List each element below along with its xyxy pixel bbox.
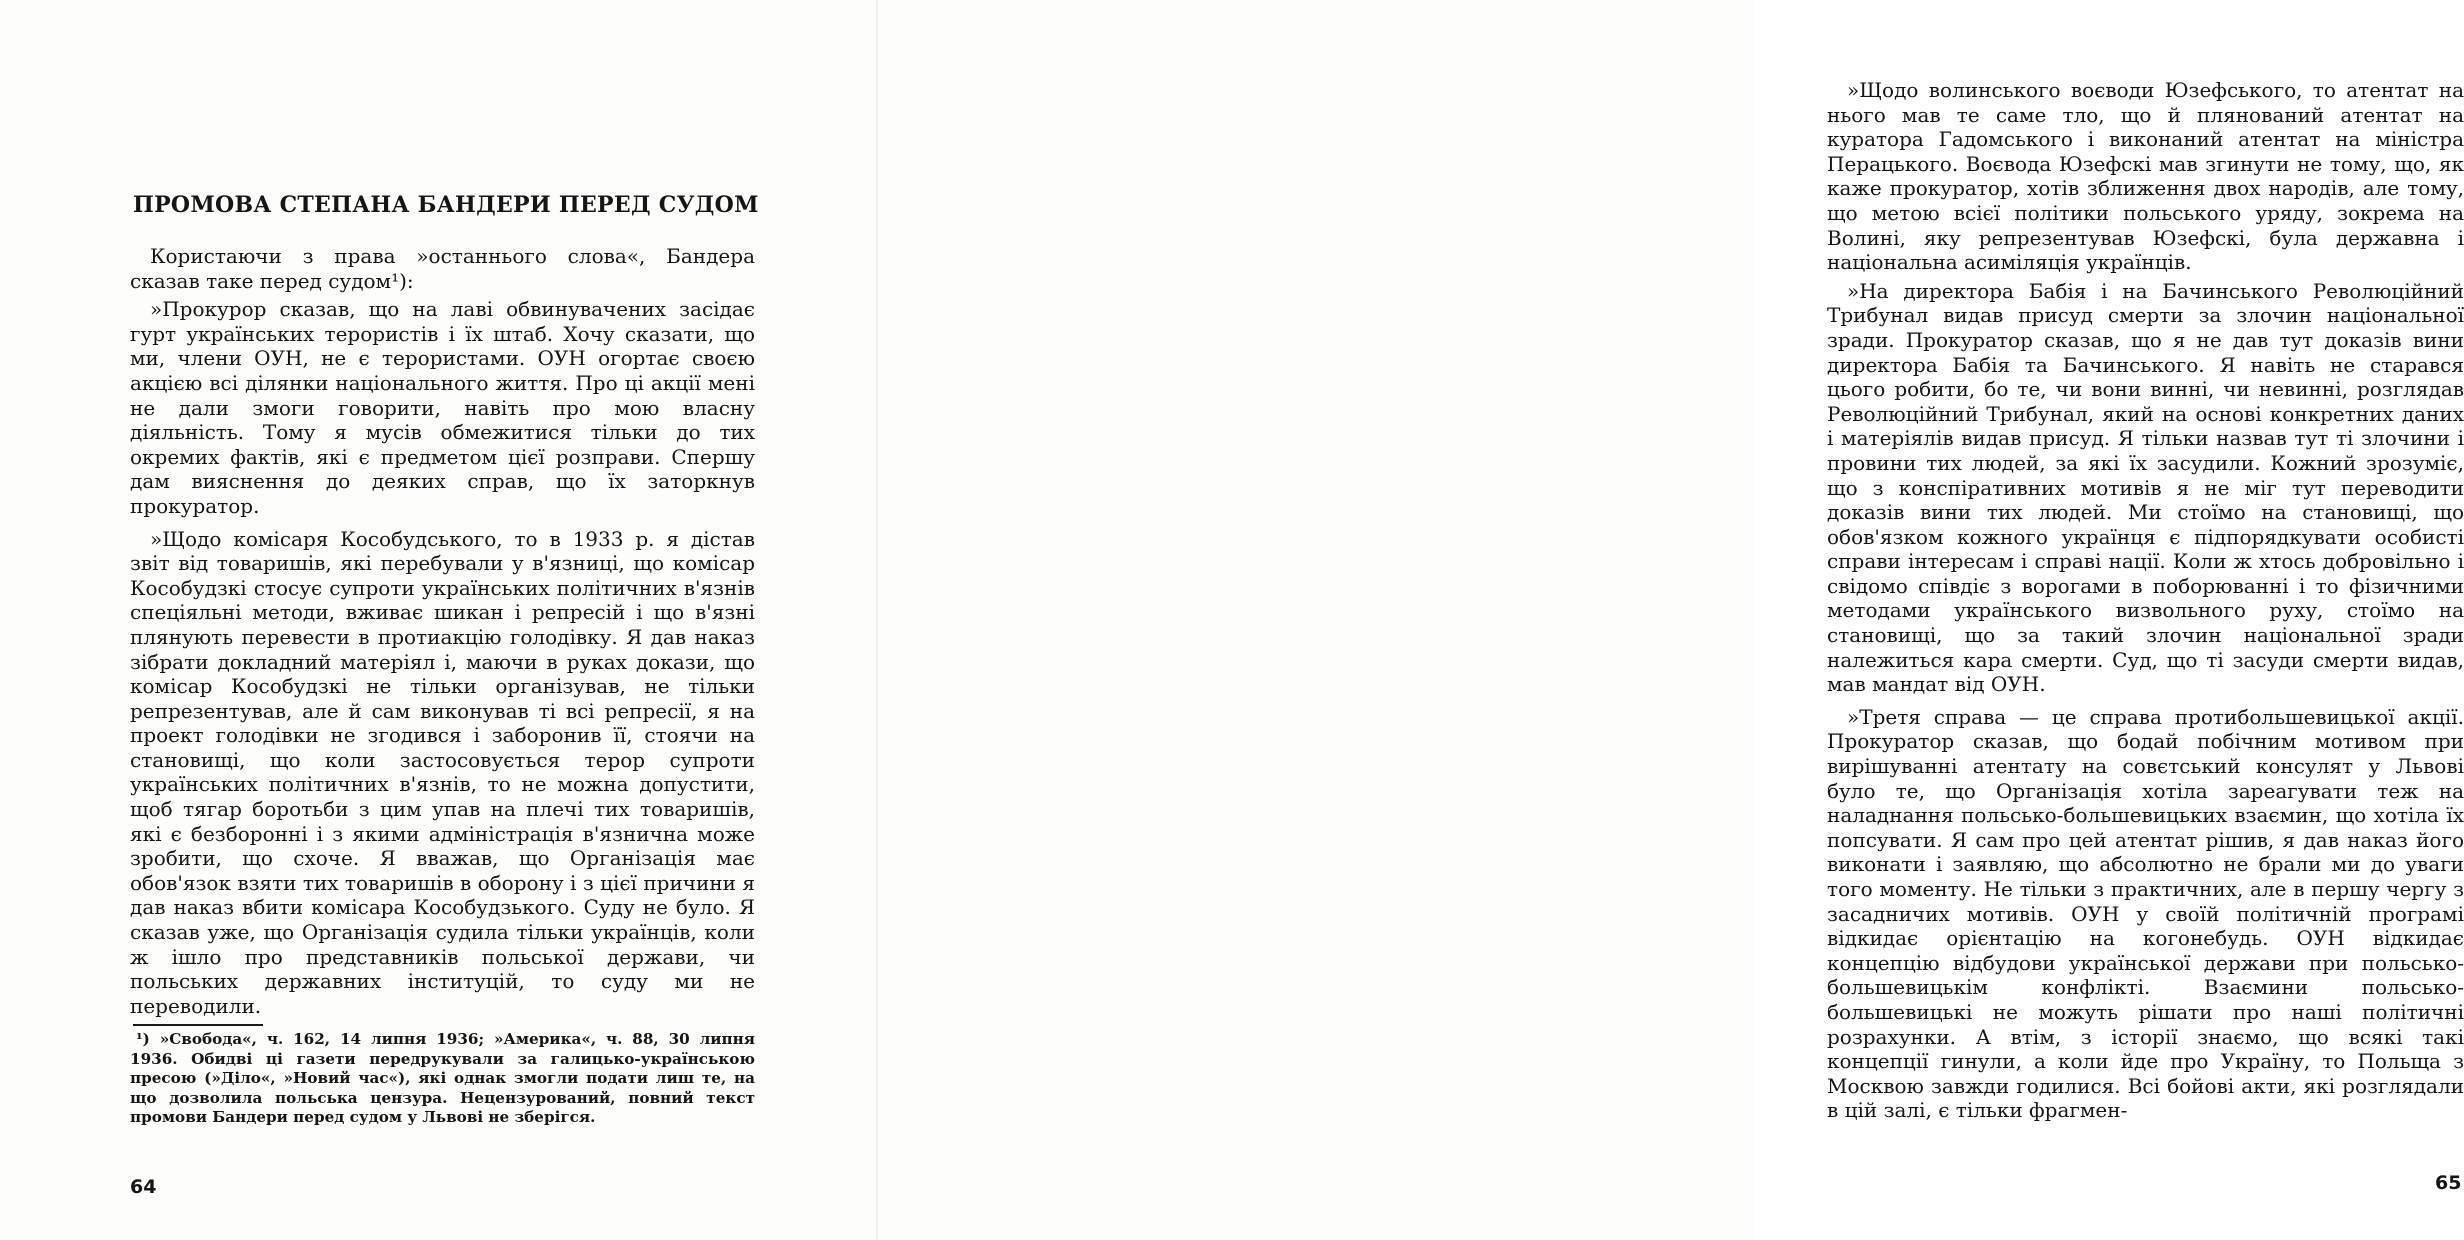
paragraph-yuzefsky: »Щодо волинського воєводи Юзефського, то атентат на нього мав те саме тло, що й плянований атентат на куратора Гадомського і виконаний атентат на міністра Перацького. Воєвода Юзефскі мав згинути не тому, що, як каже прокуратор, хотів зближення двох народів, але тому, що метою всієї політики польського уряду, зокрема на Волині, яку репрезентував Юзефскі, була державна і національна асиміляція українців. [1827,78,2464,275]
page-number-right: 65 [2435,1172,2462,1194]
right-text-column [1827,78,2464,1131]
paragraph-anti-bolshevik: »Третя справа — це справа протибольшевицької акції. Прокуратор сказав, що бодай побічним мотивом при вирішуванні атентату на совєтський консулят у Львові було те, що Організація хотіла зареагувати теж на наладнання польсько-большевицьких взаємин, що хотіла їх попсувати. Я сам про цей атентат рішив, я дав наказ його виконати і заявляю, що абсолютно не брали ми до уваги того моменту. Не тільки з практичних, але в першу чергу з засадничих мотивів. ОУН у своїй політичній програмі відкидає орієнтацію на когонебудь. ОУН відкидає концепцію відбудови української держави при польсько-большевицькім конфлікті. Взаємини польсько-большевицькі не можуть рішати про наші політичні розрахунки. А втім, з історії знаємо, що всякі такі концепції гинули, а коли йде про Україну, то Польща з Москвою завжди годилися. Всі бойові акти, які розглядали в цій залі, є тільки фрагмен- [1827,704,2464,1123]
paragraph-prosecutor: »Прокурор сказав, що на лаві обвинувачених засідає гурт українських терористів і їх штаб. Хочу сказати, що ми, члени ОУН, не є терористами. ОУН огортає своєю акцією всі ділянки національного життя. Про ці акції мені не дали змоги говорити, навіть про мою власну діяльність. Тому я мусів обмежитися тільки до тих окремих фактів, які є предметом цієї розправи. Спершу дам вияснення до деяких справ, що їх заторкнув прокуратор. [130,297,755,518]
footnote-text: ¹) »Свобода«, ч. 162, 14 липня 1936; »Америка«, ч. 88, 30 липня 1936. Обидві ці газети передрукували за галицько-українською пресою (»Діло«, »Новий час«), які однак змогли подати лиш те, на що дозволила польська цензура. Нецензурований, повний текст промови Бандери перед судом у Львові не зберігся. [130,1030,755,1127]
paragraph-babiy: »На директора Бабія і на Бачинського Революційний Трибунал видав присуд смерти за злочин національної зради. Прокуратор сказав, що я не дав тут доказів вини директора Бабія та Бачинського. Я навіть не старався цього робити, бо те, чи вони винні, чи невинні, розглядав Революційний Трибунал, який на основі конкретних даних і матеріялів видав присуд. Я тільки назвав тут ті злочини і провини тих людей, за які їх засудили. Кожний зрозуміє, що з конспіративних мотивів я не міг тут переводити доказів вини тих людей. Ми стоїмо на становищі, що обов'язком кожного українця є підпорядкувати особисті справи інтересам і справі нації. Коли ж хтось добровільно і свідомо співдіє з ворогами в поборюванні і то фізичними методами українського визвольного руху, стоїмо на становищі, що за такий злочин національної зради належиться кара смерти. Суд, що ті засуди смерти видав, мав мандат від ОУН. [1827,278,2464,697]
left-text-column [130,244,755,1026]
footnote [130,1030,755,1128]
right-page [877,0,2464,1240]
intro-paragraph: Користаючи з права »останнього слова«, Бандера сказав таке перед судом¹): [130,244,755,293]
page-number-left: 64 [130,1176,157,1198]
chapter-heading: ПРОМОВА СТЕПАНА БАНДЕРИ ПЕРЕД СУДОМ [133,192,759,218]
paragraph-kosobudsky: »Щодо комісаря Кособудського, то в 1933 р. я дістав звіт від товаришів, які перебували у в'язниці, що комісар Кособудзкі стосує супроти українських політичних в'язнів спеціяльні методи, вживає шикан і репресій і що в'язні плянують перевести в протиакцію голодівку. Я дав наказ зібрати докладний матеріял і, маючи в руках докази, що комісар Кособудзкі не тільки організував, не тільки репрезентував, але й сам виконував ті всі репресії, я на проект голодівки не згодився і заборонив її, стоячи на становищі, що коли застосовується терор супроти українських політичних в'язнів, то не можна допустити, щоб тягар боротьби з цим упав на плечі тих товаришів, які є безборонні і з якими адміністрація в'язнична може зробити, що схоче. Я вважав, що Організація має обов'язок взяти тих товаришів в оборону і з цієї причини я дав наказ вбити комісара Кособудзького. Суду не було. Я сказав уже, що Організація судила тільки українців, коли ж ішло про представників польської держави, чи польських державних інституцій, то суду ми не переводили. [130,526,755,1018]
left-page [0,0,877,1240]
footnote-divider [133,1024,263,1026]
